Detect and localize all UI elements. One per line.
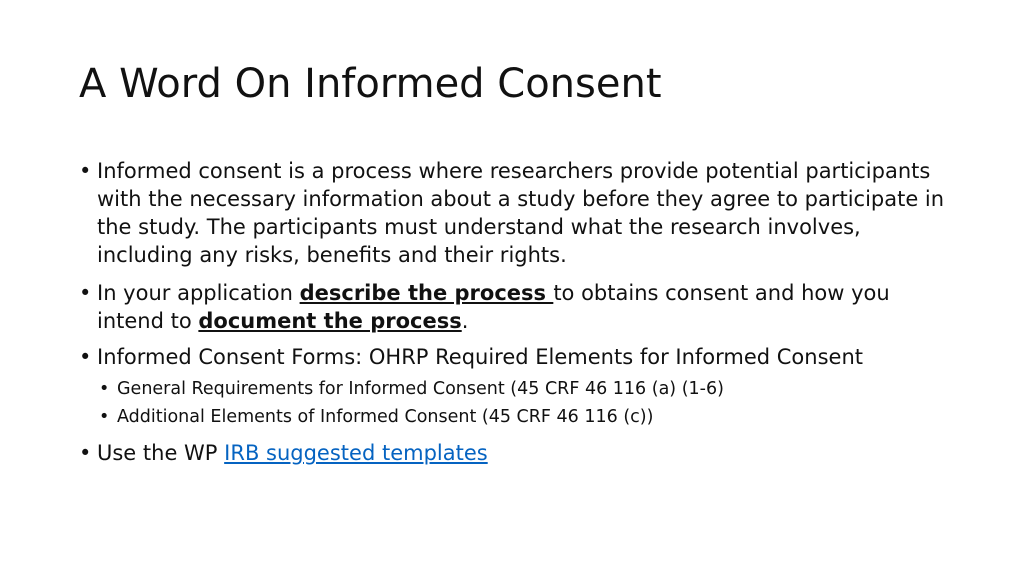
- bullet-list: [79, 157, 959, 477]
- irb-templates-link[interactable]: IRB suggested templates: [224, 441, 488, 465]
- sub-bullet-general-requirements: [97, 375, 959, 403]
- sub-bullet-additional-elements: [97, 403, 959, 431]
- sub-bullet-text: General Requirements for Informed Consent (45 CRF 46 116 (a) (1-6): [117, 379, 724, 399]
- bullet-templates: [79, 439, 959, 467]
- document-process-link[interactable]: document the process: [198, 309, 462, 333]
- bullet-prefix: In your application: [97, 281, 300, 305]
- sub-bullet-list: [97, 375, 959, 431]
- bullet-prefix: Use the WP: [97, 441, 225, 465]
- slide-title: A Word On Informed Consent: [79, 61, 662, 107]
- bullet-informed-consent-definition: [79, 157, 959, 269]
- bullet-middle: to obtains consent and how you intend to: [97, 281, 890, 333]
- describe-process-link[interactable]: describe the process: [299, 281, 554, 305]
- bullet-application-process: [79, 279, 959, 335]
- sub-bullet-text: Additional Elements of Informed Consent (45 CRF 46 116 (c)): [117, 407, 654, 427]
- bullet-text: Informed consent is a process where researchers provide potential participants with the necessary information about a study before they agree to participate in the study. The participants must understand what the research involves, including any risks, benefits and their rights.: [97, 159, 945, 267]
- bullet-suffix: .: [461, 309, 469, 333]
- bullet-text: Informed Consent Forms: OHRP Required Elements for Informed Consent: [97, 345, 863, 369]
- bullet-consent-forms: [79, 343, 959, 431]
